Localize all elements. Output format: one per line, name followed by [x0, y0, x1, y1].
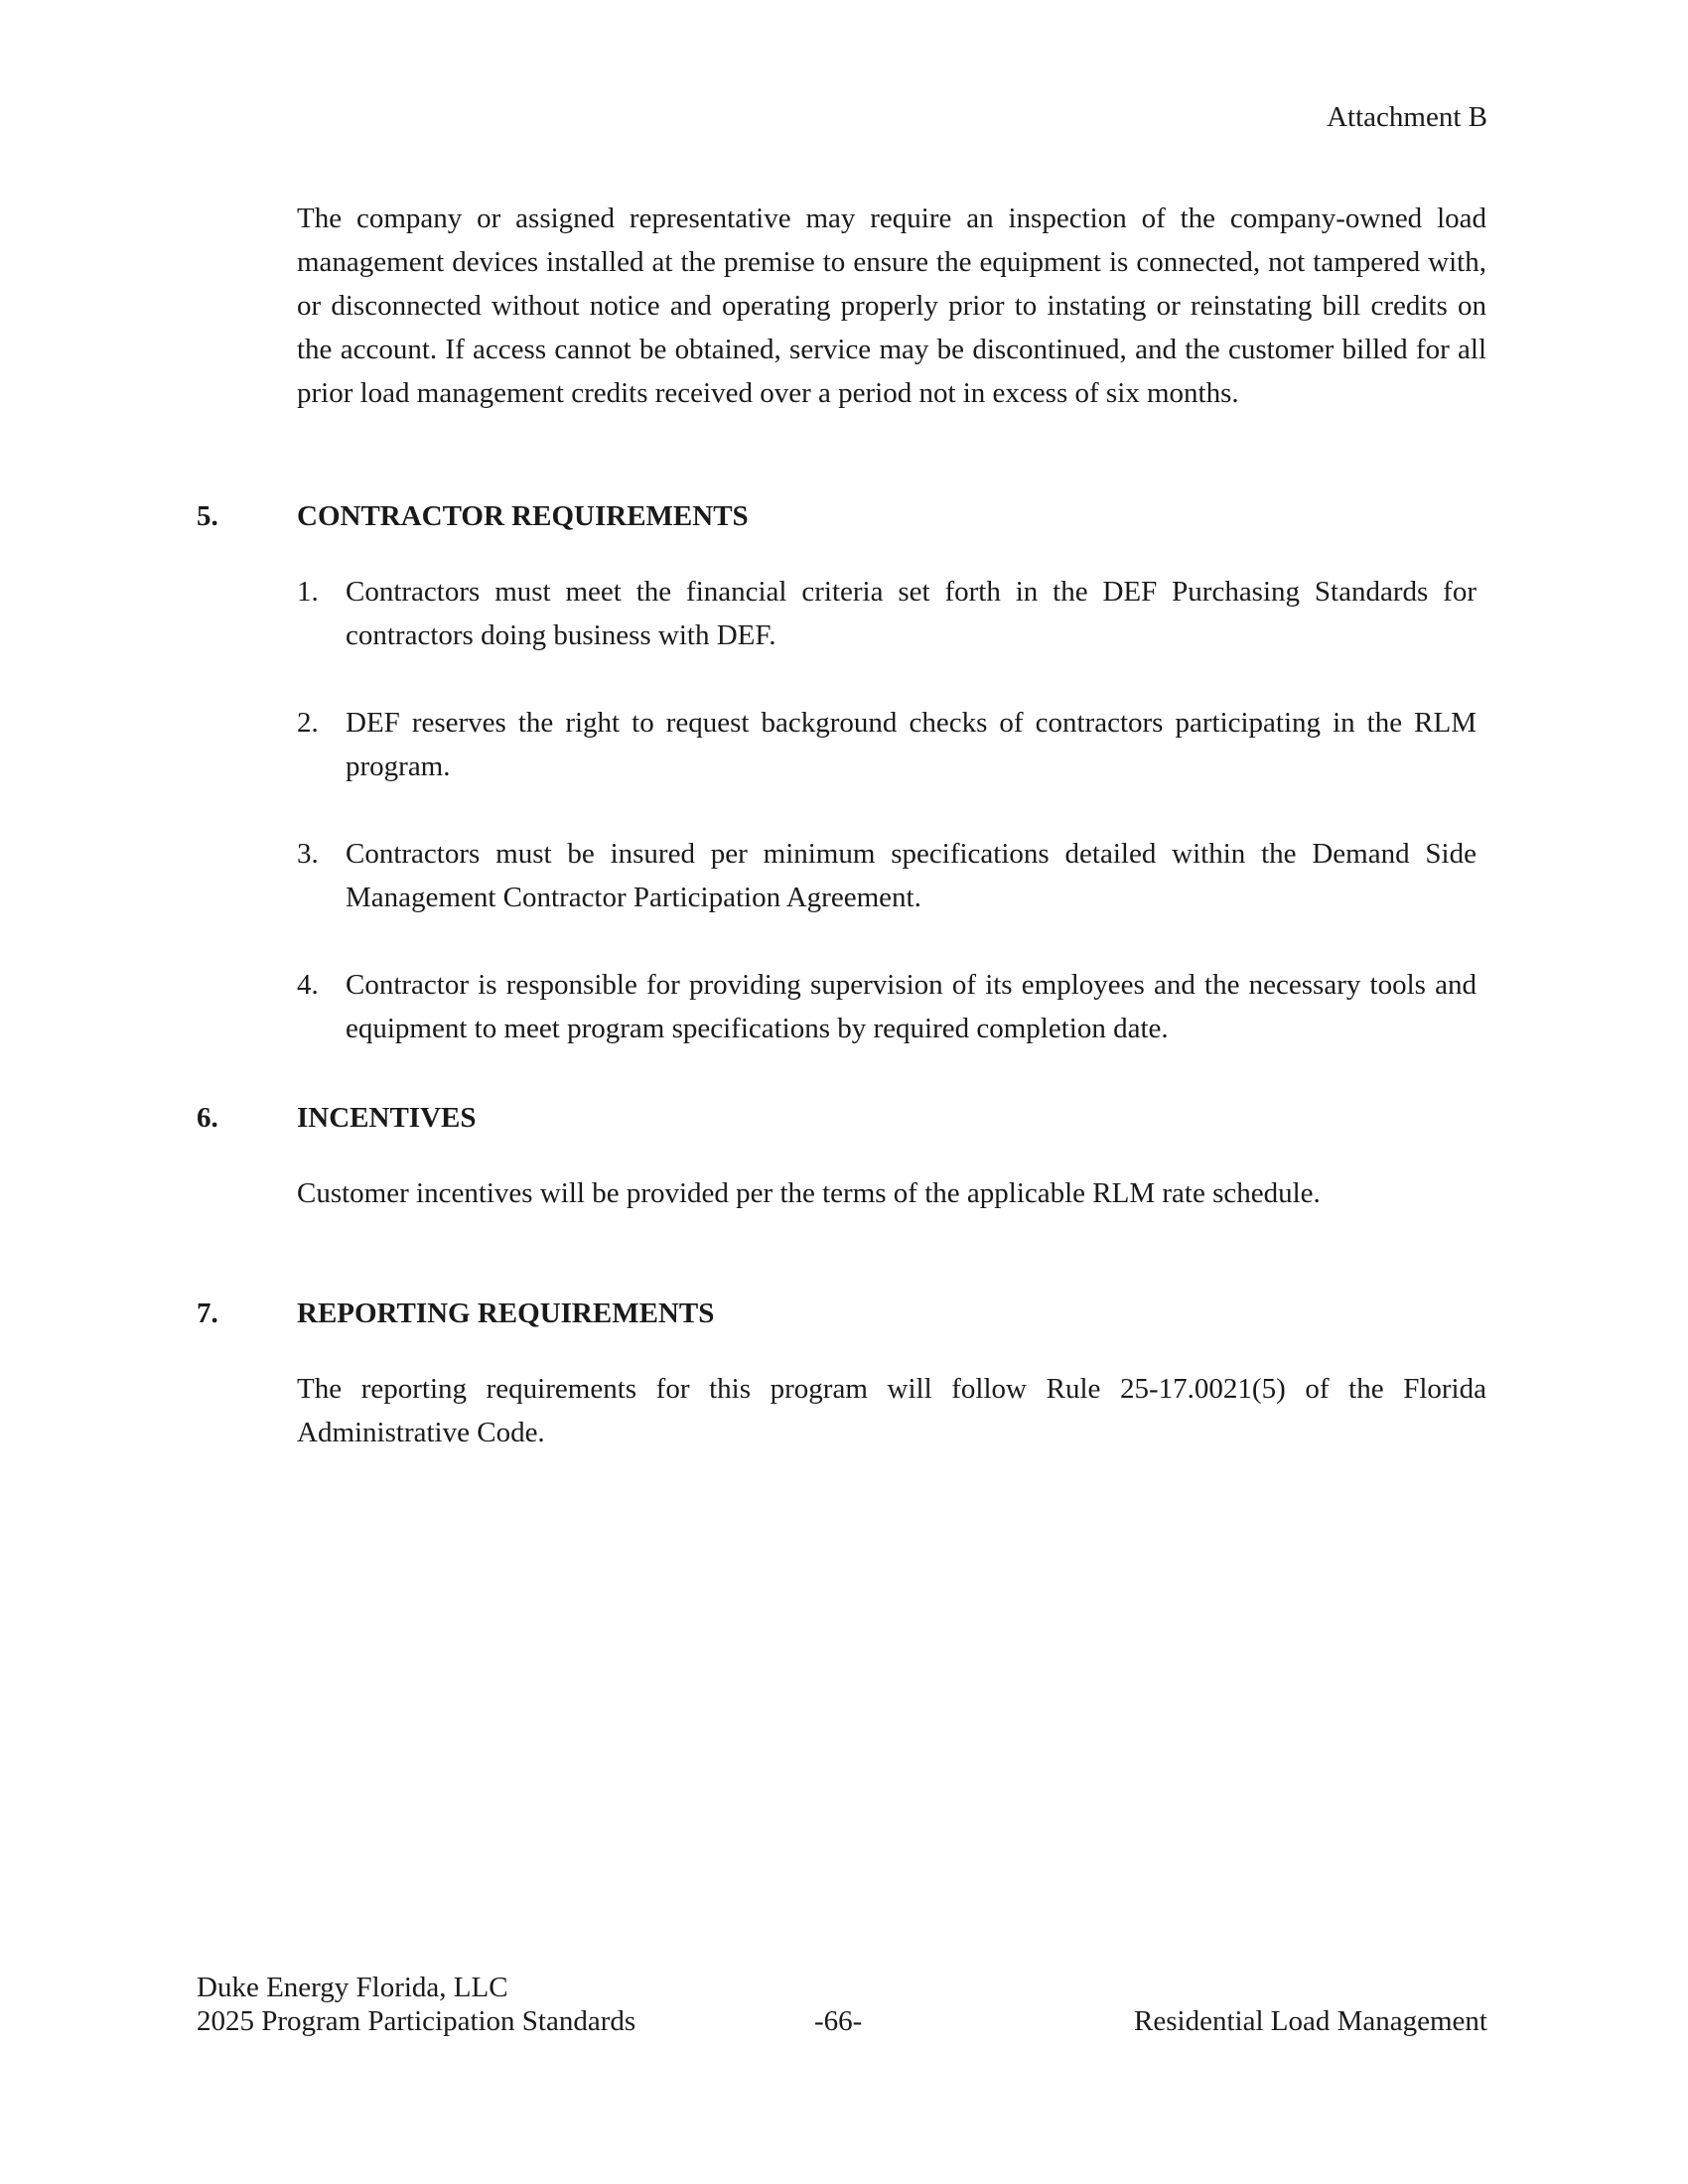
footer-document: 2025 Program Participation Standards [197, 2005, 636, 2037]
section-number: 7. [197, 1297, 218, 1329]
list-item-number: 2. [297, 707, 319, 739]
section-title: CONTRACTOR REQUIREMENTS [297, 500, 749, 532]
list-item [297, 570, 1477, 657]
section-number: 6. [197, 1102, 218, 1134]
footer-left [197, 1971, 635, 2038]
list-item-text: Contractors must be insured per minimum specifications detailed within the Demand Side Management Contractor Participation Agreement. [346, 838, 1477, 913]
list-item-number: 3. [297, 838, 319, 870]
incentives-paragraph: Customer incentives will be provided per the terms of the applicable RLM rate schedule. [297, 1177, 1321, 1209]
list-item-number: 1. [297, 576, 319, 608]
list-item-number: 4. [297, 969, 319, 1001]
footer-program: Residential Load Management [1134, 2005, 1487, 2037]
attachment-label: Attachment B [1327, 101, 1487, 133]
list-item [297, 701, 1477, 788]
page-number: -66- [814, 2005, 863, 2037]
footer-company: Duke Energy Florida, LLC [197, 1972, 508, 2003]
reporting-paragraph: The reporting requirements for this program will follow Rule 25-17.0021(5) of the Florida Administrative Code. [297, 1373, 1486, 1448]
list-item [297, 963, 1477, 1050]
list-item-text: Contractors must meet the financial criteria set forth in the DEF Purchasing Standards for contractors doing business with DEF. [346, 576, 1477, 651]
list-item-text: Contractor is responsible for providing supervision of its employees and the necessary tools and equipment to meet program specifications by required completion date. [346, 969, 1477, 1044]
section-title: INCENTIVES [297, 1102, 477, 1134]
list-item-text: DEF reserves the right to request background checks of contractors participating in the RLM program. [346, 707, 1477, 782]
section-title: REPORTING REQUIREMENTS [297, 1297, 715, 1329]
intro-paragraph: The company or assigned representative may require an inspection of the company-owned load management devices installed at the premise to ensure the equipment is connected, not tampered with, or disconnected without notice and operating properly prior to instating or reinstating bill credits on the account. If access cannot be obtained, service may be discontinued, and the customer billed for all prior load management credits received over a period not in excess of six months. [297, 203, 1486, 409]
section-number: 5. [197, 500, 218, 532]
list-item [297, 832, 1477, 919]
